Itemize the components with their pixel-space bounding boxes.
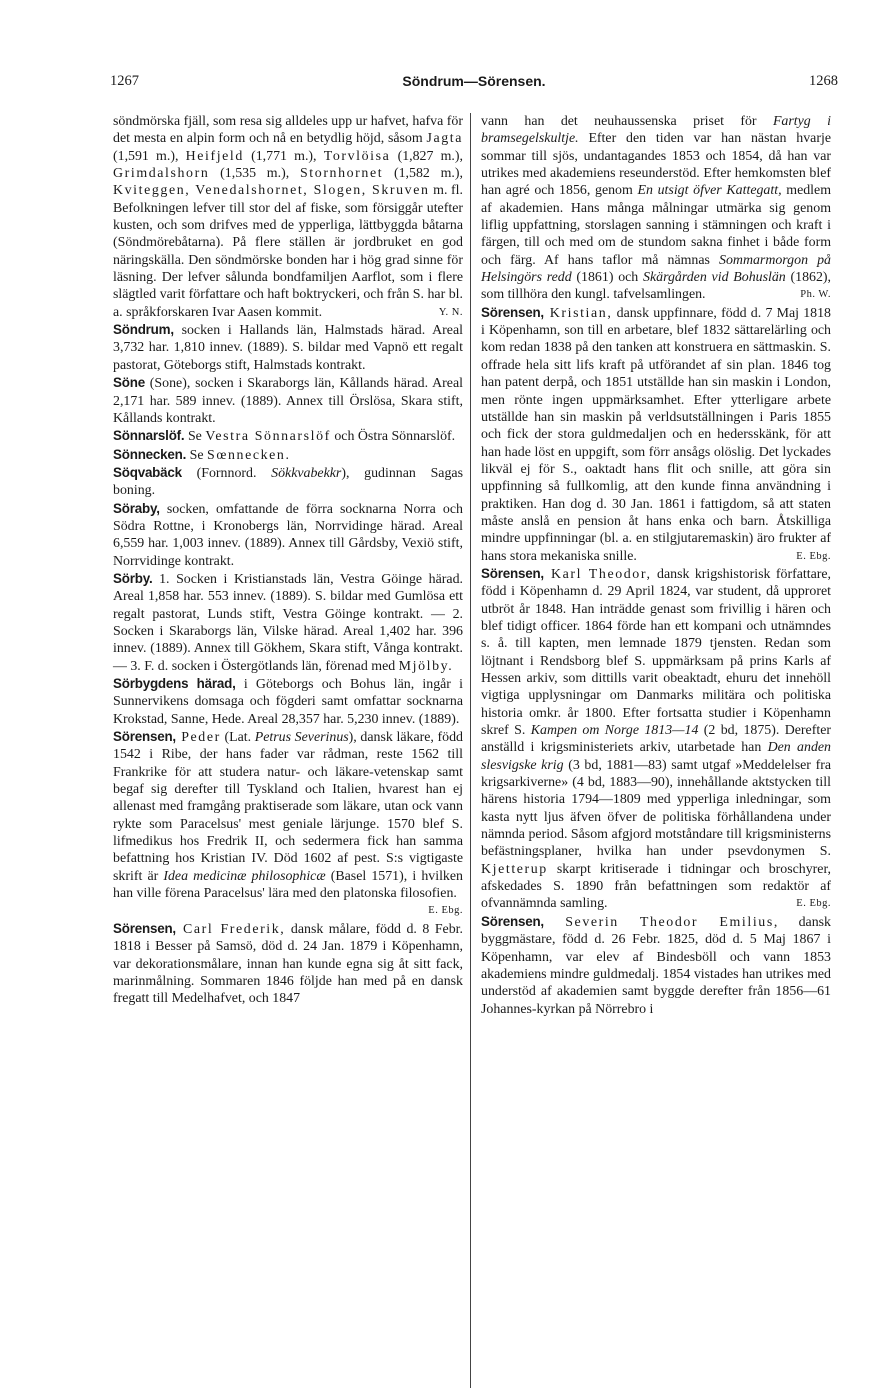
entry-sorby xyxy=(113,570,463,675)
text-run: Kampen om Norge 1813—14 xyxy=(530,723,699,739)
text-run: Peder xyxy=(175,730,221,746)
text-run: (1,591 m.), xyxy=(113,148,186,164)
headword: Sörensen, xyxy=(481,913,544,929)
entry-sondrum xyxy=(113,321,463,374)
text-run: Mjölby. xyxy=(398,658,454,674)
text-run: (3 bd, 1881—83) samt utgaf »Meddelelser fra krigsarkiverne» (4 bd, 1883—90), innehållande aktstycken till härens historia 1794—1809 med ypperliga inledningar, som kasta nytt ljus äfven öfver de politiska förhållandena under nämnda period. Såsom afgjord motståndare till krigsministerns befästningsplaner, hvilka han under psevdonymen S. xyxy=(481,757,831,860)
text-run: Se xyxy=(184,429,206,445)
headword: Söne xyxy=(113,375,145,391)
text-run: (1861) och xyxy=(571,270,644,286)
headword: Sörbygdens härad, xyxy=(113,676,236,691)
text-run: Efter den tiden var han nästan hvarje sommar till sjös, undantagandes 1853 och 1854, då han var utrikes med akademiens reseunderstöd. Efter hemkomsten blef han agré och 1856, genom xyxy=(481,131,831,199)
text-run: medlem af akademien. Hans många målningar utmärka sig genom liflig uppfattning, storslagen sanning i stämningen och kraft i färgen, till och med om de stundom sakna finhet i både form och färg. Af hans taflor må nämnas xyxy=(481,183,832,268)
text-run: Severin Theodor Emilius, xyxy=(543,914,779,930)
text-run: Karl Theodor, xyxy=(543,566,652,582)
author-signature: E. Ebg. xyxy=(428,905,463,917)
headword: Sörby. xyxy=(113,570,153,586)
text-run: dansk byggmästare, född d. 26 Febr. 1825, död d. 5 Maj 1867 i Köpenhamn, var elev af Bindesböll och vann 1853 akademiens mindre guldmedalj. 1854 vistades han utrikes med understöd af akademien samt byggde derefter från 1856—61 Johannes-kyrkan på Nörrebro i xyxy=(481,914,831,1017)
text-run: Kjetterup xyxy=(481,861,548,877)
headword: Söraby, xyxy=(113,500,160,516)
text-run: dansk krigshistorisk författare, född i Köpenhamn d. 29 April 1824, var student, då upproret utbröt år 1848. Han inträdde genast som frivillig i hären och blef tidigt officer. 1864 förde han ett kompani och utnämndes s. å. till kapten, men lemnade 1879 tjensten. Redan som löjtnant i Rendsborg blef S. uppmärksam på prins Karls af Hessen arkiv, som dittills varit obeaktadt, ehuru det innehöll vigtiga upplysningar om Danmarks militära och politiska historia omkr. år 1800. Efter fortsatta studier i Köpenhamn skref S. xyxy=(481,566,832,739)
author-signature: E. Ebg. xyxy=(796,550,831,562)
author-signature: E. Ebg. xyxy=(796,898,831,910)
text-run: Se xyxy=(186,447,208,463)
text-run: (1862), som tillhöra den kungl. tafvelsamlingen. xyxy=(481,270,832,303)
right-column xyxy=(481,113,831,1018)
author-signature: Y. N. xyxy=(438,306,463,318)
text-run: Kristian, xyxy=(543,305,613,321)
headword: Sönnecken. xyxy=(113,446,187,462)
text-run: (1,771 m.), xyxy=(243,148,324,164)
text-run: Carl Frederik, xyxy=(175,921,286,937)
headword: Sörensen, xyxy=(113,729,176,745)
text-run: socken, omfattande de förra socknarna Norra och Södra Rottne, i Kronobergs län, Norrvidinge härad. Areal 6,559 har. 1,003 innev. (1889). Annex till Gårdsby, Vexiö stift, Norrvidinge kontrakt. xyxy=(113,501,463,569)
headword: Söndrum, xyxy=(113,322,174,338)
column-divider xyxy=(470,113,471,1388)
text-run: socken i Hallands län, Halmstads härad. Areal 3,732 har. 1,810 innev. (1889). S. bildar med Vapnö ett regalt pastorat, Göteborgs stift, Halmstads kontrakt. xyxy=(113,323,463,373)
headword: Sönnarslöf. xyxy=(113,428,185,444)
text-run: Petrus Severinus xyxy=(254,730,349,746)
text-run: Torvlöisa xyxy=(323,148,391,164)
page-number-right: 1268 xyxy=(809,73,838,89)
entry-sorbygdens-harad xyxy=(113,675,463,728)
headword: Sörensen, xyxy=(113,920,176,936)
text-run: Jagta xyxy=(426,131,463,147)
text-run: (1,535 m.), xyxy=(209,166,300,182)
text-run: ), gudinnan Sagas boning. xyxy=(113,465,463,499)
text-run: Skärgården vid Bohuslän xyxy=(643,270,786,286)
text-run: (Sone), socken i Skaraborgs län, Kållands härad. Areal 2,171 har. 589 innev. (1889). Annex till Örslösa, Skara stift, Kållands kontrakt. xyxy=(113,376,463,426)
text-run: söndmörska fjäll, som resa sig alldeles upp ur hafvet, hafva för det mesta en alpin form och nå en betydlig höjd, såsom xyxy=(113,114,463,147)
entry-soqvabeck xyxy=(113,464,463,500)
text-run: Stornhornet xyxy=(299,166,384,182)
text-run: i Göteborgs och Bohus län, ingår i Sunnervikens domsaga och fögderi samt omfattar socknarna Krokstad, Sanne, Hede. Areal 28,357 har. 5,230 innev. (1889). xyxy=(113,677,463,727)
entry-sorensen-karl xyxy=(481,565,831,913)
text-run: Sœnnecken. xyxy=(207,447,291,463)
text-run: 1. Socken i Kristianstads län, Vestra Göinge härad. Areal 1,858 har. 553 innev. (1889). S. bildar med Gumlösa ett regalt pastorat, Lunds stift, Vestra Göinge kontrakt. — 2. Socken i Skaraborgs län, Vilske härad. Areal 1,402 har. 396 innev. (1889). Annex till Gökhem, Skara stift, Vånga kontrakt. — 3. F. d. socken i Östergötlands län, förenad med xyxy=(113,571,463,674)
text-run: och Östra Sönnarslöf. xyxy=(330,429,456,445)
left-column xyxy=(113,113,463,1008)
text-run: Den anden slesvigske krig xyxy=(481,740,832,773)
text-run: m. fl. Befolkningen lefver till stor del af fiske, som försiggår utefter kusten, och som drifves med de ypperliga, lättbyggda båtarna (Söndmörebåtarna). På flere ställen är jordbruket en god näringskälla. Den söndmörske bonden har i hög grad sinne för läsning. Der lefver sålunda bondfamiljen Aarflot, som i flere slägtled varit författare och haft boktryckeri, och från S. har bl. a. språkforskaren Ivar Aasen kommit. xyxy=(113,183,463,320)
entry-continuation xyxy=(113,113,463,321)
text-run: En utsigt öfver Kattegatt, xyxy=(637,183,782,199)
text-run: Vestra Sönnarslöf xyxy=(205,429,331,445)
text-run: (1,582 m.), xyxy=(383,166,463,182)
text-run: vann han det neuhaussenska priset för xyxy=(481,114,773,129)
text-run: Kviteggen, Venedalshornet, Slogen, Skruven xyxy=(113,183,430,199)
text-run: Sommarmorgon på Helsingörs redd xyxy=(481,252,831,286)
headword: Söqvabäck xyxy=(113,464,182,480)
headword: Sörensen, xyxy=(481,565,544,581)
headword: Sörensen, xyxy=(481,304,544,320)
text-run: dansk uppfinnare, född d. 7 Maj 1818 i Köpenhamn, son till en arbetare, blef 1832 sättarelärling och kom redan 1838 på den tanken att konstruera en sättmaskin. S. offrade hela sitt lifs kraft på utförandet af sin plan. 1846 tog han patent derpå, och 1851 utställde han sin maskin i London, men rönte ingen uppmärksamhet. Efter ytterligare arbete utställde han sin maskin på verldsutställningen i Paris 1855 och fick der stora guldmedaljen och en hedersskänk, för att han hade löst en uppgift, som förr ansågs olöslig. Det lyckades likväl ej för S., oaktadt hans flit och snille, att göra sin uppfinning så fullkomlig, att den kunde finna användning i praktiken. Han dog d. 30 Jan. 1861 i fattigdom, så att staten måste anslå en pension åt hans enka och barn. Åtskilliga mindre uppfinningar (bl. a. en stilgjutaremaskin) äro frukter af hans stora mekaniska snille. xyxy=(481,305,831,564)
text-run: (Lat. xyxy=(220,730,255,746)
author-signature: Ph. W. xyxy=(800,289,831,301)
entry-sonnecken xyxy=(113,446,463,464)
text-run: (Basel 1571), i hvilken han ville förena Paracelsus' lära med den platonska filosofien. xyxy=(113,868,463,902)
text-run: Fartyg i bramsegelskultje. xyxy=(481,114,831,147)
text-run: skarpt kritiserade i tidningar och broschyrer, afskedades S. 1890 från befattningen som redaktör af ofvannämnda samling. xyxy=(481,861,831,912)
entry-continuation xyxy=(481,113,831,304)
entry-sonnarslof xyxy=(113,427,463,445)
entry-sorensen-kristian xyxy=(481,304,831,565)
text-run: dansk målare, född d. 8 Febr. 1818 i Besser på Samsö, död d. 24 Jan. 1879 i Köpenhamn, var dekorationsmålare, innan han kunde egna sig åt sitt fack, marinmålning. Sommaren 1846 följde han med på en dansk fregatt till Medelhafvet, och 1847 xyxy=(113,921,464,1007)
page-header xyxy=(110,73,838,95)
text-run: (2 bd, 1875). Derefter anställd i krigsministeriets arkiv, utarbetade han xyxy=(481,723,831,756)
text-run: (1,827 m.), xyxy=(390,148,463,164)
text-run: (Fornnord. xyxy=(181,465,272,481)
entry-sorensen-severin xyxy=(481,913,831,1018)
entry-soraby xyxy=(113,500,463,570)
text-run: Grimdalshorn xyxy=(113,166,210,182)
text-run: Idea medicinæ philosophicæ xyxy=(163,868,326,884)
text-run: Sökkvabekkr xyxy=(271,465,342,481)
text-run: ), dansk läkare, född 1542 i Ribe, der hans fader var rådman, reste 1562 till Frankrike för att studera natur- och läkare-vetenskap samt begaf sig derefter till Tyskland och Italien, hvarest han ej allenast med framgång praktiserade som läkare, utan ock vann rykte som Paracelsus' mest geniale lärjunge. 1570 blef S. lifmedikus hos Fredrik II, och sedermera fick han samma befattning hos Kristian IV. Död 1602 af pest. S:s vigtigaste skrift är xyxy=(113,730,463,884)
text-run: Heifjeld xyxy=(185,148,244,164)
page-number-left: 1267 xyxy=(110,73,139,89)
entry-sone xyxy=(113,374,463,427)
running-title: Söndrum—Sörensen. xyxy=(402,73,546,89)
entry-sorensen-peder xyxy=(113,728,463,920)
entry-sorensen-carl xyxy=(113,920,463,1008)
